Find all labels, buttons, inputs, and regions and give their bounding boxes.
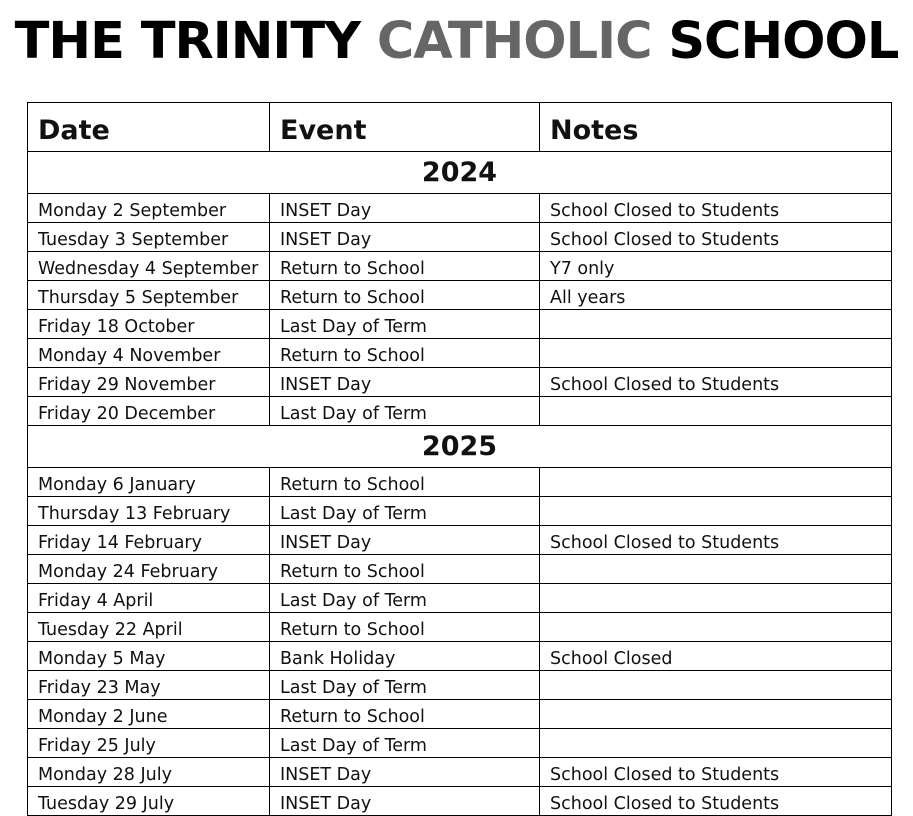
event-cell: INSET Day <box>270 368 540 397</box>
date-cell: Friday 4 April <box>28 584 270 613</box>
event-cell: INSET Day <box>270 194 540 223</box>
date-cell: Monday 5 May <box>28 642 270 671</box>
event-cell: INSET Day <box>270 787 540 816</box>
table-row <box>28 526 892 555</box>
event-cell: Return to School <box>270 339 540 368</box>
notes-cell: School Closed to Students <box>540 368 892 397</box>
date-cell: Tuesday 29 July <box>28 787 270 816</box>
notes-cell: School Closed to Students <box>540 223 892 252</box>
table-row <box>28 252 892 281</box>
event-cell: Last Day of Term <box>270 497 540 526</box>
notes-cell <box>540 613 892 642</box>
notes-cell <box>540 584 892 613</box>
event-cell: Last Day of Term <box>270 310 540 339</box>
table-row <box>28 700 892 729</box>
date-cell: Friday 29 November <box>28 368 270 397</box>
notes-cell: School Closed to Students <box>540 526 892 555</box>
date-cell: Tuesday 22 April <box>28 613 270 642</box>
event-cell: Return to School <box>270 468 540 497</box>
date-cell: Wednesday 4 September <box>28 252 270 281</box>
table-row <box>28 613 892 642</box>
event-cell: INSET Day <box>270 526 540 555</box>
event-cell: Last Day of Term <box>270 584 540 613</box>
date-cell: Tuesday 3 September <box>28 223 270 252</box>
event-cell: Last Day of Term <box>270 397 540 426</box>
table-row <box>28 497 892 526</box>
table-row <box>28 468 892 497</box>
notes-cell <box>540 339 892 368</box>
notes-cell: School Closed to Students <box>540 758 892 787</box>
date-cell: Friday 23 May <box>28 671 270 700</box>
table-row <box>28 368 892 397</box>
table-row <box>28 397 892 426</box>
date-cell: Monday 24 February <box>28 555 270 584</box>
notes-cell <box>540 497 892 526</box>
notes-cell <box>540 397 892 426</box>
table-body <box>28 152 892 816</box>
table-row <box>28 642 892 671</box>
date-cell: Monday 6 January <box>28 468 270 497</box>
table-row <box>28 555 892 584</box>
notes-cell <box>540 468 892 497</box>
table-row <box>28 194 892 223</box>
header-notes: Notes <box>540 103 892 152</box>
notes-cell <box>540 310 892 339</box>
date-cell: Monday 4 November <box>28 339 270 368</box>
table-row <box>28 584 892 613</box>
year-heading: 2024 <box>28 152 892 194</box>
date-cell: Monday 2 September <box>28 194 270 223</box>
event-cell: Bank Holiday <box>270 642 540 671</box>
event-cell: Last Day of Term <box>270 671 540 700</box>
table-row <box>28 310 892 339</box>
header-date: Date <box>28 103 270 152</box>
date-cell: Monday 2 June <box>28 700 270 729</box>
event-cell: INSET Day <box>270 758 540 787</box>
event-cell: Return to School <box>270 613 540 642</box>
year-row <box>28 426 892 468</box>
date-cell: Friday 18 October <box>28 310 270 339</box>
table-row <box>28 281 892 310</box>
notes-cell: All years <box>540 281 892 310</box>
date-cell: Thursday 5 September <box>28 281 270 310</box>
event-cell: Last Day of Term <box>270 729 540 758</box>
table-row <box>28 729 892 758</box>
date-cell: Friday 20 December <box>28 397 270 426</box>
year-row <box>28 152 892 194</box>
event-cell: Return to School <box>270 555 540 584</box>
notes-cell <box>540 555 892 584</box>
notes-cell <box>540 729 892 758</box>
event-cell: INSET Day <box>270 223 540 252</box>
notes-cell: School Closed to Students <box>540 194 892 223</box>
event-cell: Return to School <box>270 281 540 310</box>
event-cell: Return to School <box>270 700 540 729</box>
notes-cell: School Closed to Students <box>540 787 892 816</box>
year-heading: 2025 <box>28 426 892 468</box>
header-event: Event <box>270 103 540 152</box>
date-cell: Thursday 13 February <box>28 497 270 526</box>
table-row <box>28 339 892 368</box>
title-word-trinity: THE TRINITY <box>14 12 361 71</box>
title-word-catholic: CATHOLIC <box>376 12 652 71</box>
title-word-school: SCHOOL <box>668 12 899 71</box>
page-title <box>0 8 913 76</box>
term-dates-table <box>27 102 892 816</box>
date-cell: Monday 28 July <box>28 758 270 787</box>
header-row <box>28 103 892 152</box>
notes-cell <box>540 671 892 700</box>
date-cell: Friday 25 July <box>28 729 270 758</box>
table-row <box>28 758 892 787</box>
notes-cell: School Closed <box>540 642 892 671</box>
notes-cell: Y7 only <box>540 252 892 281</box>
table-row <box>28 787 892 816</box>
date-cell: Friday 14 February <box>28 526 270 555</box>
event-cell: Return to School <box>270 252 540 281</box>
table-row <box>28 671 892 700</box>
notes-cell <box>540 700 892 729</box>
table-row <box>28 223 892 252</box>
